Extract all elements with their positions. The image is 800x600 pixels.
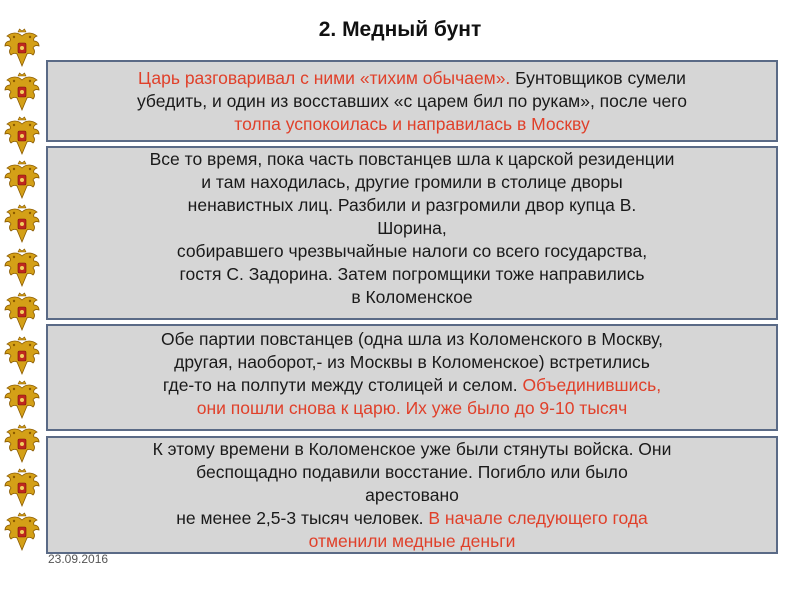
double-headed-eagle-icon [4,72,40,112]
body-text: собиравшего чрезвычайные налоги со всего государства, [176,241,648,261]
double-headed-eagle-icon [4,160,40,200]
text-line [54,461,770,484]
double-headed-eagle-icon [4,116,40,156]
body-text: арестовано [365,485,459,505]
double-headed-eagle-icon [4,468,40,508]
text-line [54,374,770,397]
text-line [54,171,770,194]
text-box-suppression [46,436,778,554]
highlighted-text: толпа успокоилась и направилась в Москву [234,114,590,134]
body-text: гостя С. Задорина. Затем погромщики тоже направились [179,264,645,284]
double-headed-eagle-icon [4,204,40,244]
body-text: убедить, и один из восставших «с царем бил по рукам», после чего [136,91,688,111]
text-line [54,90,770,113]
highlighted-text: Царь разговаривал с ними «тихим обычаем». [138,68,516,88]
text-line [54,530,770,553]
text-line [54,240,770,263]
highlighted-text: Объединившись, [522,375,662,395]
text-box-rebels-unite [46,324,778,431]
double-headed-eagle-icon [4,380,40,420]
body-text: где-то на полпути между столицей и селом. [162,375,523,395]
page-title: 2. Медный бунт [318,18,482,41]
text-line [54,397,770,420]
text-line [54,351,770,374]
double-headed-eagle-icon [4,336,40,376]
double-headed-eagle-icon [4,248,40,288]
text-line [54,263,770,286]
text-box-pogroms [46,146,778,320]
body-text: К этому времени в Коломенское уже были стянуты войска. Они [152,439,672,459]
body-text: Обе партии повстанцев (одна шла из Коломенского в Москву, [160,329,664,349]
body-text: Все то время, пока часть повстанцев шла к царской резиденции [149,149,675,169]
text-line [54,113,770,136]
text-line [54,484,770,507]
text-line [54,217,770,240]
highlighted-text: они пошли снова к царю. Их уже было до 9-10 тысяч [196,398,628,418]
body-text: беспощадно подавили восстание. Погибло или было [196,462,628,482]
text-line [54,286,770,309]
highlighted-text: отменили медные деньги [308,531,516,551]
body-text: не менее 2,5-3 тысяч человек. [176,508,429,528]
body-text: в Коломенское [351,287,473,307]
text-line [54,148,770,171]
text-line [54,328,770,351]
text-line [54,67,770,90]
double-headed-eagle-icon [4,424,40,464]
text-box-tsar-talk [46,60,778,142]
body-text: Шорина, [377,218,447,238]
highlighted-text: В начале следующего года [428,508,648,528]
body-text: ненавистных лиц. Разбили и разгромили двор купца В. [187,195,637,215]
text-line [54,438,770,461]
text-line [54,194,770,217]
slide-date: 23.09.2016 [48,552,109,566]
body-text: и там находилась, другие громили в столице дворы [201,172,623,192]
double-headed-eagle-icon [4,512,40,552]
body-text: другая, наоборот,- из Москвы в Коломенское) встретились [174,352,650,372]
double-headed-eagle-icon [4,292,40,332]
text-line [54,507,770,530]
body-text: Бунтовщиков сумели [515,68,686,88]
emblem-column [0,28,44,556]
